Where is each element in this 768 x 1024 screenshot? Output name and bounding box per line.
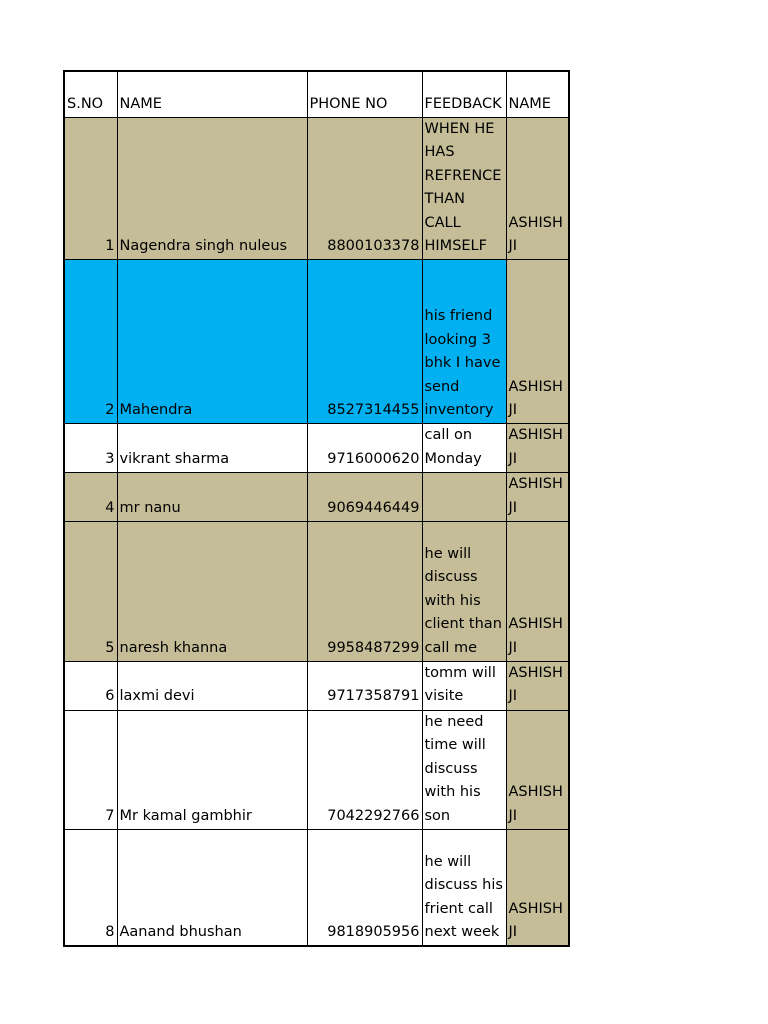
cell-sno[interactable]: 3 bbox=[64, 424, 117, 473]
cell-sno[interactable]: 7 bbox=[64, 710, 117, 829]
header-agent-name[interactable]: NAME bbox=[506, 71, 569, 118]
table-row bbox=[64, 829, 569, 946]
cell-phone[interactable]: 9717358791 bbox=[307, 662, 422, 711]
cell-phone[interactable]: 7042292766 bbox=[307, 710, 422, 829]
header-name[interactable]: NAME bbox=[117, 71, 307, 118]
header-sno[interactable]: S.NO bbox=[64, 71, 117, 118]
table-row bbox=[64, 662, 569, 711]
cell-sno[interactable]: 4 bbox=[64, 473, 117, 522]
cell-sno[interactable]: 1 bbox=[64, 118, 117, 260]
cell-name[interactable]: mr nanu bbox=[117, 473, 307, 522]
cell-sno[interactable]: 5 bbox=[64, 522, 117, 662]
cell-phone[interactable]: 9818905956 bbox=[307, 829, 422, 946]
cell-phone[interactable]: 9716000620 bbox=[307, 424, 422, 473]
header-phone[interactable]: PHONE NO bbox=[307, 71, 422, 118]
cell-feedback[interactable]: his friend looking 3 bhk I have send inventory bbox=[422, 260, 506, 424]
table-row bbox=[64, 424, 569, 473]
cell-agent-name[interactable]: ASHISH JI bbox=[506, 522, 569, 662]
cell-name[interactable]: Mr kamal gambhir bbox=[117, 710, 307, 829]
cell-sno[interactable]: 8 bbox=[64, 829, 117, 946]
cell-feedback[interactable]: he need time will discuss with his son bbox=[422, 710, 506, 829]
contact-feedback-table bbox=[63, 70, 570, 947]
cell-name[interactable]: Aanand bhushan bbox=[117, 829, 307, 946]
header-feedback[interactable]: FEEDBACK bbox=[422, 71, 506, 118]
cell-agent-name[interactable]: ASHISH JI bbox=[506, 473, 569, 522]
cell-agent-name[interactable]: ASHISH JI bbox=[506, 118, 569, 260]
cell-feedback[interactable]: WHEN HE HAS REFRENCE THAN CALL HIMSELF bbox=[422, 118, 506, 260]
cell-feedback[interactable]: tomm will visite bbox=[422, 662, 506, 711]
cell-agent-name[interactable]: ASHISH JI bbox=[506, 662, 569, 711]
table-row bbox=[64, 260, 569, 424]
cell-agent-name[interactable]: ASHISH JI bbox=[506, 260, 569, 424]
cell-name[interactable]: Nagendra singh nuleus bbox=[117, 118, 307, 260]
cell-phone[interactable]: 8527314455 bbox=[307, 260, 422, 424]
cell-sno[interactable]: 2 bbox=[64, 260, 117, 424]
header-row bbox=[64, 71, 569, 118]
cell-phone[interactable]: 8800103378 bbox=[307, 118, 422, 260]
cell-feedback[interactable] bbox=[422, 473, 506, 522]
cell-phone[interactable]: 9958487299 bbox=[307, 522, 422, 662]
cell-sno[interactable]: 6 bbox=[64, 662, 117, 711]
cell-feedback[interactable]: he will discuss with his client than call me bbox=[422, 522, 506, 662]
cell-name[interactable]: Mahendra bbox=[117, 260, 307, 424]
cell-agent-name[interactable]: ASHISH JI bbox=[506, 829, 569, 946]
cell-name[interactable]: laxmi devi bbox=[117, 662, 307, 711]
cell-feedback[interactable]: call on Monday bbox=[422, 424, 506, 473]
cell-name[interactable]: naresh khanna bbox=[117, 522, 307, 662]
cell-feedback[interactable]: he will discuss his frient call next week bbox=[422, 829, 506, 946]
table-row bbox=[64, 118, 569, 260]
cell-phone[interactable]: 9069446449 bbox=[307, 473, 422, 522]
table-row bbox=[64, 522, 569, 662]
table-row bbox=[64, 473, 569, 522]
cell-agent-name[interactable]: ASHISH JI bbox=[506, 424, 569, 473]
table-row bbox=[64, 710, 569, 829]
cell-agent-name[interactable]: ASHISH JI bbox=[506, 710, 569, 829]
cell-name[interactable]: vikrant sharma bbox=[117, 424, 307, 473]
